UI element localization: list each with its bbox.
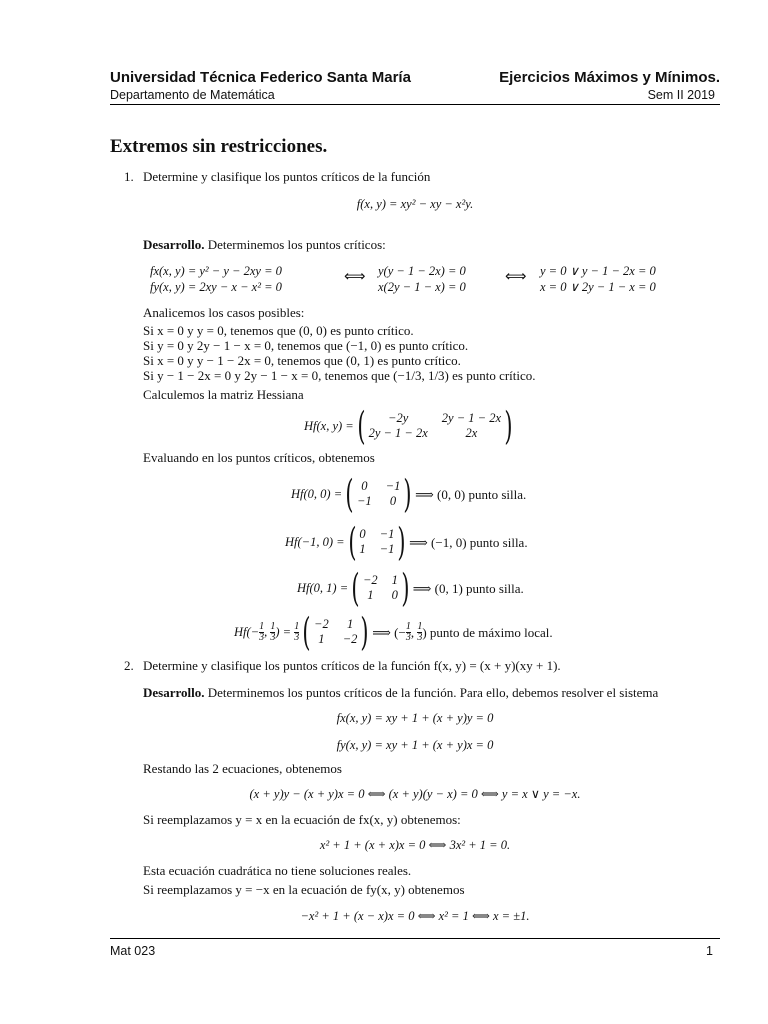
case-item: Si y − 1 − 2x = 0 y 2y − 1 − x = 0, tenemos que (−1/3, 1/3) es punto crítico.: [143, 368, 536, 383]
fraction-one-third: $\frac{1}{3}$: [417, 620, 423, 643]
department-name: Departamento de Matemática: [110, 88, 275, 102]
matrix-cell: −2: [342, 632, 358, 646]
eval-matrix: [314, 617, 357, 647]
eval-result-pre: ⟹ (−: [372, 624, 406, 640]
left-paren: (: [347, 520, 357, 564]
matrix-cell: 0: [359, 527, 366, 541]
course-title: Ejercicios Máximos y Mínimos.: [499, 69, 720, 86]
matrix-cell: 1: [391, 573, 398, 587]
equation-fy: fy(x, y) = xy + 1 + (x + y)x = 0: [336, 738, 494, 752]
eval-result: ⟹ (−1, 0) punto silla.: [409, 534, 528, 550]
evaluating-text: Evaluando en los puntos críticos, obtenemos: [143, 450, 375, 465]
eval-lhs: Hf(0, 0) =: [291, 486, 343, 501]
university-name: Universidad Técnica Federico Santa María: [110, 69, 411, 86]
hessian-eval: [297, 568, 524, 608]
matrix-cell: 0: [389, 494, 397, 508]
equation-fx: fx(x, y) = xy + 1 + (x + y)y = 0: [336, 711, 494, 725]
eval-lhs: Hf(0, 1) =: [297, 580, 349, 595]
matrix-cell: −1: [379, 527, 395, 541]
case-item: Si y = 0 y 2y − 1 − x = 0, tenemos que (−1, 0) es punto crítico.: [143, 338, 469, 353]
fraction-one-third: $\frac{1}{3}$: [259, 620, 265, 643]
right-paren: ): [397, 520, 406, 564]
system-row1-left: fx(x, y) = y² − y − 2xy = 0: [150, 264, 282, 278]
development: [143, 237, 386, 252]
left-paren: (: [357, 404, 366, 448]
eval-result: ⟹ (0, 1) punto silla.: [412, 580, 524, 596]
subtract-text: Restando las 2 ecuaciones, obtenemos: [143, 761, 342, 776]
right-paren: ): [403, 472, 412, 516]
left-paren: (: [351, 566, 360, 610]
development-text: Determinemos los puntos críticos:: [207, 237, 386, 252]
development-label: Desarrollo.: [143, 685, 205, 700]
matrix-cell: −2y: [388, 411, 409, 425]
eval-lhs: Hf(−1, 0) =: [285, 534, 345, 549]
case-item: Si x = 0 y y − 1 − 2x = 0, tenemos que (0, 1) es punto crítico.: [143, 353, 461, 368]
hessian-lhs: Hf(x, y) =: [304, 418, 354, 433]
matrix-cell: −2: [362, 573, 378, 587]
matrix-cell: 1: [346, 617, 354, 631]
matrix-cell: −1: [356, 494, 372, 508]
problem-number: 1.: [124, 169, 134, 184]
case-item: Si x = 0 y y = 0, tenemos que (0, 0) es punto crítico.: [143, 323, 414, 338]
equation-quadratic: x² + 1 + (x + x)x = 0 ⟺ 3x² + 1 = 0.: [319, 838, 511, 852]
matrix-cell: 2y − 1 − 2x: [441, 411, 501, 425]
problem-statement: Determine y clasifique los puntos críticos de la función: [143, 169, 431, 184]
system-row2-mid: x(2y − 1 − x) = 0: [378, 280, 466, 294]
matrix-cell: 0: [361, 479, 368, 493]
hessian-intro: Calculemos la matriz Hessiana: [143, 387, 304, 402]
replace-text: Si reemplazamos y = −x en la ecuación de fy(x, y) obtenemos: [143, 882, 465, 897]
system-row1-right: y = 0 ∨ y − 1 − 2x = 0: [540, 264, 656, 278]
section-title: Extremos sin restricciones.: [110, 136, 328, 157]
hessian-eval-max: Hf(− $\frac{1}{3}$ , $\frac{1}{3}$ ) = $\frac{1}{3}$ ( −2 1 1 −2 ) ⟹ (− $\frac{1}{3}$ , $\frac{1}{3}$ ) punto de máximo local.: [234, 610, 553, 654]
problem-statement: Determine y clasifique los puntos críticos de la función f(x, y) = (x + y)(xy + 1).: [143, 658, 561, 673]
fraction-one-third: $\frac{1}{3}$: [270, 620, 276, 643]
page-number: 1: [706, 944, 713, 958]
problem-number: 2.: [124, 658, 134, 673]
matrix-cell: −2: [314, 617, 329, 631]
footer-rule: [110, 938, 720, 939]
function-equation: f(x, y) = xy² − xy − x²y.: [356, 197, 474, 211]
hessian-matrix: [369, 411, 501, 441]
left-paren: (: [345, 472, 354, 516]
development-text: Determinemos los puntos críticos de la función. Para ello, debemos resolver el sistema: [207, 685, 659, 700]
right-paren: ): [504, 404, 513, 448]
cases-intro: Analicemos los casos posibles:: [143, 305, 305, 320]
header-rule: [110, 104, 720, 105]
eval-matrix: [363, 573, 398, 603]
matrix-cell: −1: [379, 542, 395, 556]
matrix-cell: 1: [318, 632, 325, 646]
hessian-eval: [285, 522, 528, 562]
right-paren: ): [401, 566, 410, 610]
system-row1-mid: y(y − 1 − 2x) = 0: [378, 264, 466, 278]
matrix-cell: 1: [359, 542, 366, 556]
eval-result: ⟹ (0, 0) punto silla.: [415, 486, 527, 502]
right-paren: ): [360, 610, 369, 654]
fraction-one-third: $\frac{1}{3}$: [294, 620, 300, 643]
semester: Sem II 2019: [647, 88, 715, 102]
no-real-solutions: Esta ecuación cuadrática no tiene soluciones reales.: [143, 863, 412, 878]
iff-symbol: ⟺: [505, 269, 527, 285]
eval-result-post: ) punto de máximo local.: [422, 624, 553, 640]
footer-course: Mat 023: [110, 944, 156, 958]
eval-lhs-pre: Hf(−: [234, 624, 260, 639]
left-paren: (: [302, 610, 311, 654]
eval-lhs-post: ) =: [275, 624, 292, 639]
matrix-cell: −1: [385, 479, 401, 493]
system-row2-left: fy(x, y) = 2xy − x − x² = 0: [150, 280, 282, 294]
matrix-cell: 0: [391, 588, 398, 602]
development-label: Desarrollo.: [143, 237, 205, 252]
hessian-expression: [304, 406, 516, 446]
equation-difference: (x + y)y − (x + y)x = 0 ⟺ (x + y)(y − x) = 0 ⟺ y = x ∨ y = −x.: [249, 787, 581, 801]
eval-matrix: [359, 527, 394, 557]
matrix-cell: 2x: [465, 426, 478, 440]
eval-matrix: [357, 479, 400, 509]
fraction-one-third: $\frac{1}{3}$: [405, 620, 411, 643]
system-row2-right: x = 0 ∨ 2y − 1 − x = 0: [540, 280, 656, 294]
iff-symbol: ⟺: [344, 269, 366, 285]
matrix-cell: 1: [367, 588, 374, 602]
development: [143, 685, 658, 700]
equation-solutions: −x² + 1 + (x − x)x = 0 ⟺ x² = 1 ⟺ x = ±1.: [300, 909, 530, 923]
matrix-cell: 2y − 1 − 2x: [368, 426, 428, 440]
hessian-eval: [291, 474, 526, 514]
replace-text: Si reemplazamos y = x en la ecuación de fx(x, y) obtenemos:: [143, 812, 461, 827]
